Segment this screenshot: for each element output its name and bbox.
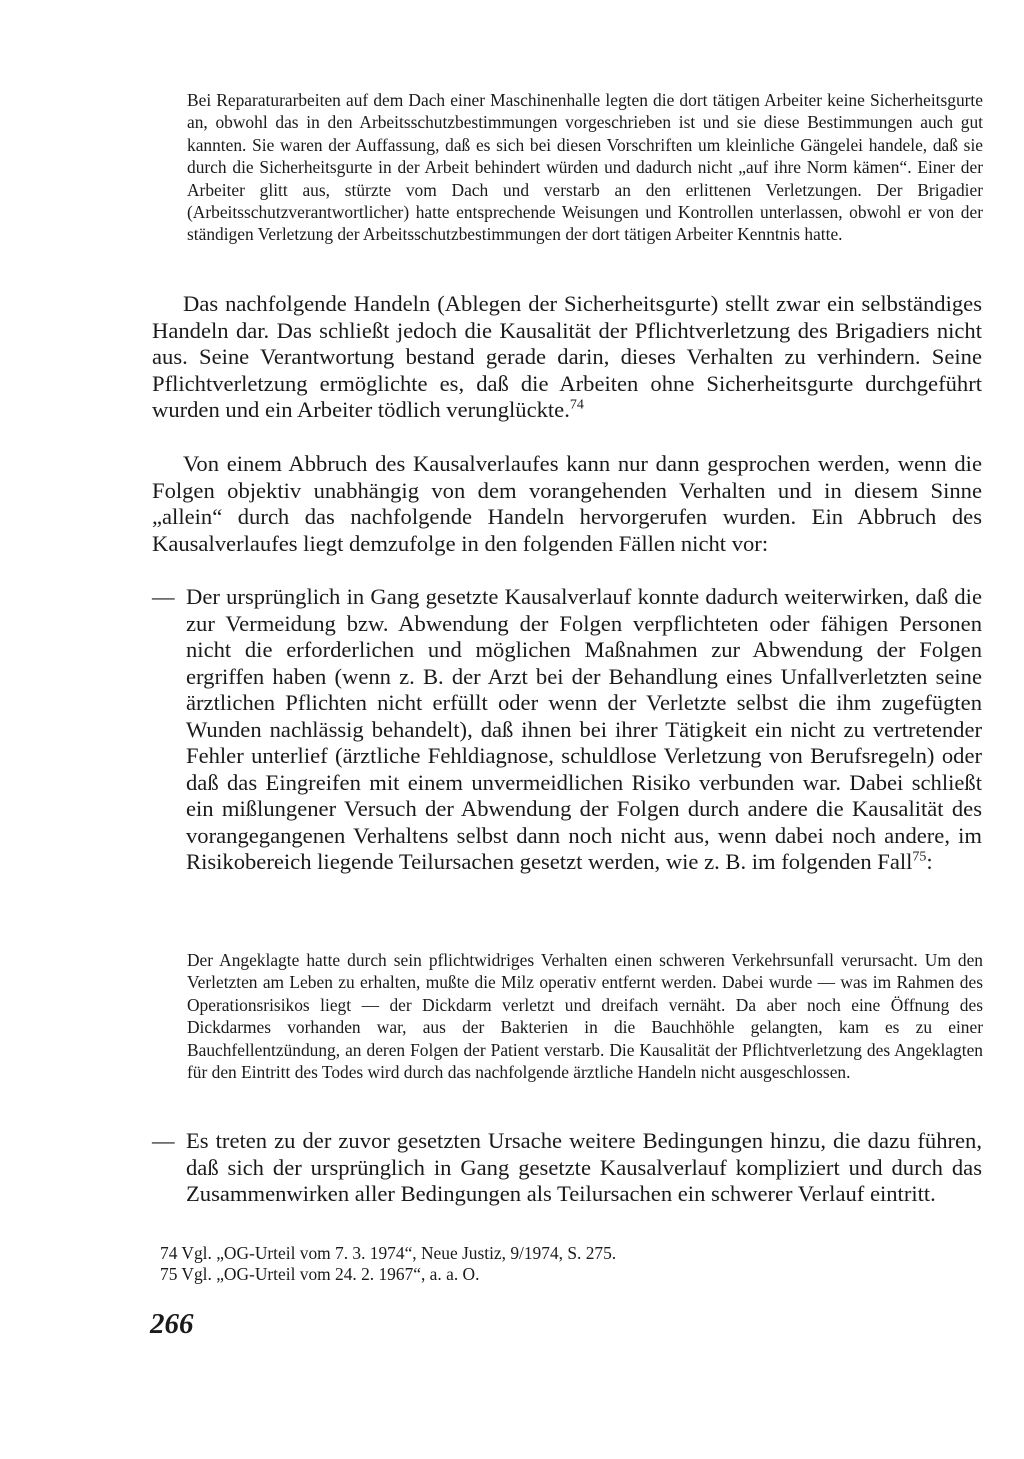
paragraph-2-text: Von einem Abbruch des Kausalverlaufes kann nur dann gesprochen werden, wenn die Folgen objektiv unabhängig von dem vorangehenden Verhalten und in diesem Sinne „allein“ durch das nachfolgende Handeln hervorgerufen wurden. Ein Abbruch des Kausalverlaufes liegt demzufolge in den folgenden Fällen nicht vor:: [152, 451, 982, 556]
case-example-1-text: Bei Reparaturarbeiten auf dem Dach einer Maschinenhalle legten die dort tätigen Arbeiter keine Sicherheitsgurte an, obwohl das in den Arbeitsschutzbestimmungen vorgeschrieben ist und sie diese Bestimmungen auch gut kannten. Sie waren der Auffassung, daß es sich bei diesen Vorschriften um kleinliche Gängelei handele, daß sie durch die Sicherheitsgurte in der Arbeit behindert würden und dadurch nicht „auf ihre Norm kämen“. Einer der Arbeiter glitt aus, stürzte vom Dach und verstarb an den erlittenen Verletzungen. Der Brigadier (Arbeitsschutzverantwortlicher) hatte entsprechende Weisungen und Kontrollen unterlassen, obwohl er von der ständigen Verletzung der Arbeitsschutzbestimmungen der dort tätigen Arbeiter Kenntnis hatte.: [187, 90, 983, 245]
footnote-ref-74: 74: [569, 397, 584, 413]
list-item-1-text: Der ursprünglich in Gang gesetzte Kausalverlauf konnte dadurch weiterwirken, daß die zur Vermeidung bzw. Abwendung der Folgen verpflichteten oder fähigen Personen nicht die erforderlichen und möglichen Maßnahmen zur Abwendung der Folgen ergriffen haben (wenn z. B. der Arzt bei der Behandlung eines Unfallverletzten seine ärztlichen Pflichten nicht erfüllt oder wenn der Verletzte selbst die ihm zugefügten Wunden nachlässig behandelt), daß ihnen bei ihrer Tätigkeit ein nicht zu vertretender Fehler unterlief (ärztliche Fehldiagnose, schuldlose Verletzung von Berufsregeln) oder daß das Eingreifen mit einem unvermeidlichen Risiko verbunden war. Dabei schließt ein mißlungener Versuch der Abwendung der Folgen durch andere die Kausalität des vorangegangenen Verhaltens selbst dann noch nicht aus, wenn dabei noch andere, im Risikobereich liegende Teilursachen gesetzt werden, wie z. B. im folgenden Fall: [186, 584, 982, 874]
dash-bullet: —: [152, 1128, 175, 1153]
footnote-ref-75: 75: [912, 849, 927, 865]
list-item-2-text: Es treten zu der zuvor gesetzten Ursache weitere Bedingungen hinzu, die dazu führen, daß sich der ursprünglich in Gang gesetzte Kausalverlauf kompliziert und durch das Zusammenwirken aller Bedingungen als Teilursachen ein schwerer Verlauf eintritt.: [186, 1128, 982, 1206]
case-example-2: [187, 949, 983, 1083]
paragraph-2: [152, 451, 982, 557]
footnote-75: 75 Vgl. „OG-Urteil vom 24. 2. 1967“, a. a. O.: [160, 1264, 480, 1284]
dash-bullet: —: [152, 584, 175, 609]
list-item-1: — Der ursprünglich in Gang gesetzte Kausalverlauf konnte dadurch weiterwirken, daß die zur Vermeidung bzw. Abwendung der Folgen verpflichteten oder fähigen Personen nicht die erforderlichen und möglichen Maßnahmen zur Abwendung der Folgen ergriffen haben (wenn z. B. der Arzt bei der Behandlung eines Unfallverletzten seine ärztlichen Pflichten nicht erfüllt oder wenn der Verletzte selbst die ihm zugefügten Wunden nachlässig behandelt), daß ihnen bei ihrer Tätigkeit ein nicht zu vertretender Fehler unterlief (ärztliche Fehldiagnose, schuldlose Verletzung von Berufsregeln) oder daß das Eingreifen mit einem unvermeidlichen Risiko verbunden war. Dabei schließt ein mißlungener Versuch der Abwendung der Folgen durch andere die Kausalität des vorangegangenen Verhaltens selbst dann noch nicht aus, wenn dabei noch andere, im Risikobereich liegende Teilursachen gesetzt werden, wie z. B. im folgenden Fall$^{75}$:: [152, 584, 982, 874]
page-number: 266: [150, 1308, 194, 1340]
case-example-1: [187, 89, 983, 246]
footnotes: [160, 1243, 860, 1285]
case-example-2-text: Der Angeklagte hatte durch sein pflichtwidriges Verhalten einen schweren Verkehrsunfall verursacht. Um den Verletzten am Leben zu erhalten, mußte die Milz operativ entfernt werden. Dabei wurde — was im Rahmen des Operationsrisikos liegt — der Dickdarm verletzt und dreifach vernäht. Da aber noch eine Öffnung des Dickdarmes vorhanden war, aus der Bakterien in die Bauchhöhle gelangten, kam es zu einer Bauchfellentzündung, an deren Folgen der Patient verstarb. Die Kausalität der Pflichtverletzung des Angeklagten für den Eintritt des Todes wird durch das nachfolgende ärztliche Handeln nicht ausgeschlossen.: [187, 950, 983, 1083]
footnote-74: 74 Vgl. „OG-Urteil vom 7. 3. 1974“, Neue Justiz, 9/1974, S. 275.: [160, 1243, 617, 1263]
paragraph-1: [152, 291, 982, 424]
paragraph-1-text: Das nachfolgende Handeln (Ablegen der Sicherheitsgurte) stellt zwar ein selbständiges Handeln dar. Das schließt jedoch die Kausalität der Pflichtverletzung des Brigadiers nicht aus. Seine Verantwortung bestand gerade darin, dieses Verhalten zu verhindern. Seine Pflichtverletzung ermöglichte es, daß die Arbeiten ohne Sicherheitsgurte durchgeführt wurden und ein Arbeiter tödlich verunglückte.: [152, 291, 982, 423]
list-item-2: [152, 1128, 982, 1208]
